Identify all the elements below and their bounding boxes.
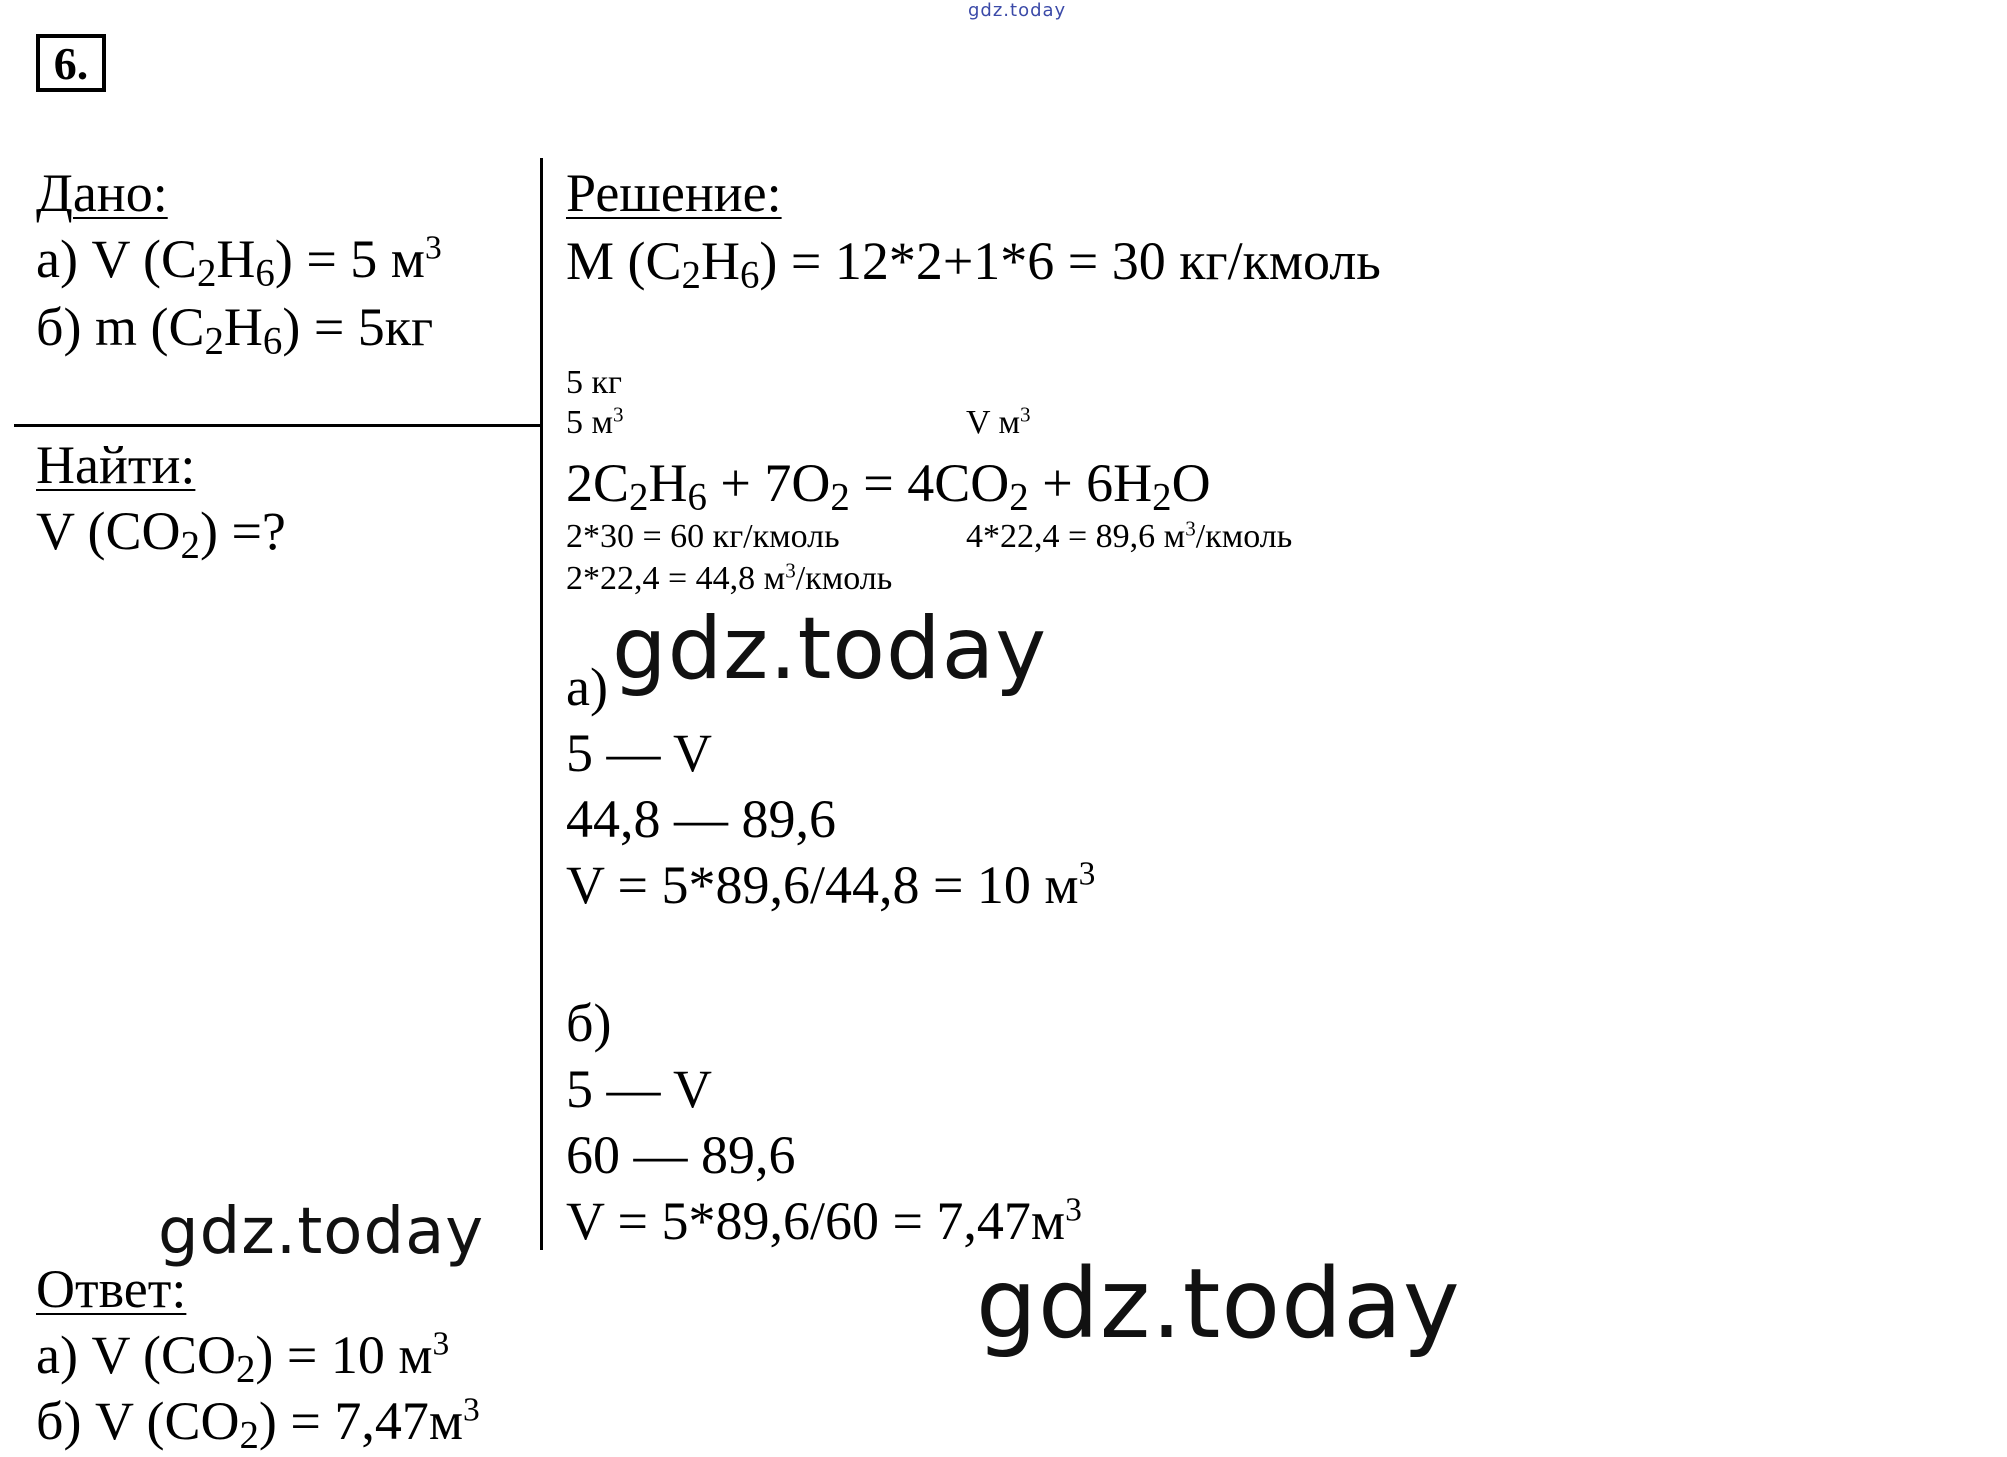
find-line: V $(CO_2)$ =? (36, 501, 286, 567)
above-left-mass: 5 кг (566, 364, 622, 401)
given-title: Дано: (36, 163, 168, 223)
vertical-divider (540, 158, 543, 1250)
part-a-line-2: 44,8 — 89,6 (566, 789, 836, 849)
part-b-label: б) (566, 993, 612, 1053)
answer-line-a: а) V $(CO_2) = 10$ $м^3$ (36, 1325, 450, 1391)
part-b-line-1: 5 — V (566, 1059, 713, 1119)
watermark-middle: gdz.today (612, 599, 1048, 699)
below-left-molar: 2*30 = 60 кг/кмоль (566, 518, 840, 555)
above-left-volume: 5 $м^3$ (566, 402, 624, 441)
watermark-left: gdz.today (158, 1195, 485, 1269)
solution-title: Решение: (566, 163, 782, 223)
below-left-molar-volume: 2*22,4 = 44,8 $м^3$/кмоль (566, 558, 893, 597)
top-watermark: gdz.today (968, 0, 1067, 21)
find-title: Найти: (36, 435, 196, 495)
answer-title: Ответ: (36, 1259, 187, 1319)
below-right-molar-volume: 4*22,4 = 89,6 $м^3$/кмоль (966, 516, 1293, 555)
part-a-line-1: 5 — V (566, 723, 713, 783)
above-right-volume: V $м^3$ (966, 402, 1031, 441)
given-line-b: б) m $(C_2H_6) = 5кг$ (36, 297, 434, 363)
part-b-line-2: 60 — 89,6 (566, 1125, 796, 1185)
reaction-equation: $2C_2H_6 + 7O_2 = 4CO_2 + 6H_2O$ (566, 453, 1211, 519)
part-b-line-3: $V = 5*89,6/60 = 7,47м^3$ (566, 1191, 1082, 1251)
answer-line-b: б) V $(CO_2) = 7,47м^3$ (36, 1391, 480, 1457)
part-a-line-3: V = 5*89,6/44,8 = 10 $м^3$ (566, 855, 1096, 915)
watermark-bottom-right: gdz.today (976, 1248, 1461, 1360)
molar-mass-line: M $(C_2H_6) = 12*2+1*6 = 30$ кг/кмоль (566, 231, 1381, 297)
part-a-label: а) (566, 657, 608, 717)
given-line-a: а) V $(C_2H_6) = 5$ $м^3$ (36, 229, 442, 295)
problem-number: 6. (36, 34, 106, 92)
horizontal-divider (14, 424, 542, 427)
